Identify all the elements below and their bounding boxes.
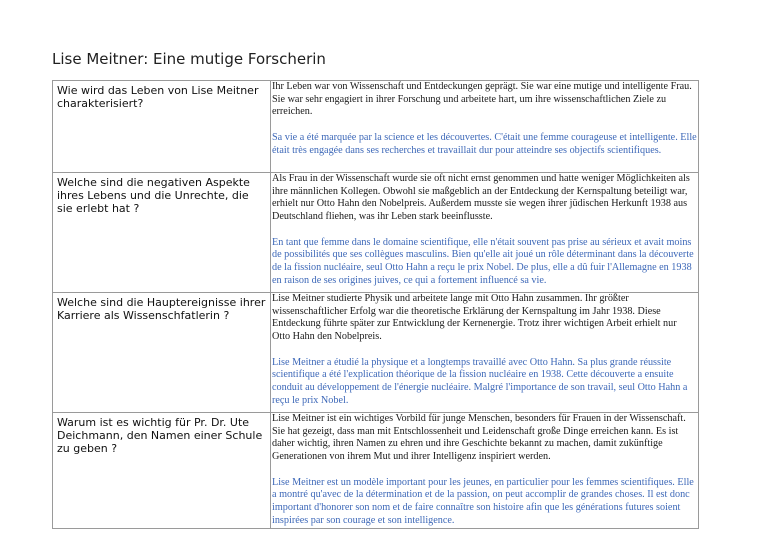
qa-table (52, 80, 699, 529)
answer-german: Als Frau in der Wissenschaft wurde sie oft nicht ernst genommen und hatte weniger Möglichkeiten als ihre männlichen Kollegen. Obwohl sie maßgeblich an der Entdeckung der Kernspaltung beteiligt war, erhielt nur Otto Hahn den Nobelpreis. Außerdem musste sie wegen ihrer jüdischen Herkunft 1938 aus Deutschland fliehen, was ihr Leben stark beeinflusste. (272, 173, 690, 223)
answer-german: Ihr Leben war von Wissenschaft und Entdeckungen geprägt. Sie war eine mutige und intelligente Frau. Sie war sehr engagiert in ihrer Forschung und arbeitete hart, um ihre wissenschaftlichen Ziele zu erreichen. (272, 81, 692, 118)
page-title: Lise Meitner: Eine mutige Forscherin (52, 50, 326, 68)
question-cell: Welche sind die Hauptereignisse ihrer Karriere als Wissenschfatlerin ? (53, 293, 271, 413)
answer-french: Lise Meitner est un modèle important pour les jeunes, en particulier pour les femmes scientifiques. Elle a montré qu'avec de la détermination et de la passion, on peut accomplir de grandes choses. Il est donc important d'honorer son nom et de faire connaître son histoire afin que les générations futures soient inspirées par son courage et son intelligence. (272, 476, 694, 526)
question-cell: Welche sind die negativen Aspekte ihres Lebens und die Unrechte, die sie erlebt hat ? (53, 173, 271, 293)
table-row (53, 293, 699, 413)
answer-cell (271, 293, 699, 413)
answer-french: Sa vie a été marquée par la science et les découvertes. C'était une femme courageuse et intelligente. Elle était très engagée dans ses recherches et travaillait dur pour atteindre ses objectifs scientifiques. (272, 131, 697, 156)
answer-cell (271, 81, 699, 173)
answer-german: Lise Meitner ist ein wichtiges Vorbild für junge Menschen, besonders für Frauen in der Wissenschaft. Sie hat gezeigt, dass man mit Entschlossenheit und Leidenschaft große Dinge erreichen kann. Es ist daher wichtig, ihren Namen zu ehren und ihre Geschichte bekannt zu machen, damit zukünftige Generationen von ihrem Mut und ihrer Intelligenz inspiriert werden. (272, 413, 686, 463)
answer-cell (271, 413, 699, 529)
answer-cell (271, 173, 699, 293)
question-cell: Wie wird das Leben von Lise Meitner charakterisiert? (53, 81, 271, 173)
answer-french: Lise Meitner a étudié la physique et a longtemps travaillé avec Otto Hahn. Sa plus grande réussite scientifique a été l'explication théorique de la fission nucléaire en 1938. Cette découverte a ensuite conduit au développement de l'énergie nucléaire. Malgré l'importance de son travail, seul Otto Hahn a reçu le prix Nobel. (272, 356, 688, 406)
table-row (53, 173, 699, 293)
answer-french: En tant que femme dans le domaine scientifique, elle n'était souvent pas prise au sérieux et avait moins de possibilités que ses collègues masculins. Bien qu'elle ait joué un rôle déterminant dans la découverte de la fission nucléaire, seul Otto Hahn a reçu le prix Nobel. De plus, elle a dû fuir l'Allemagne en 1938 en raison de ses origines juives, ce qui a fortement influencé sa vie. (272, 236, 694, 286)
answer-german: Lise Meitner studierte Physik und arbeitete lange mit Otto Hahn zusammen. Ihr größter wissenschaftlicher Erfolg war die theoretische Erklärung der Kernspaltung im Jahr 1938. Diese Entdeckung führte später zur Entwicklung der Kernenergie. Trotz ihrer wichtigen Arbeit erhielt nur Otto Hahn den Nobelpreis. (272, 293, 677, 343)
table-row (53, 413, 699, 529)
question-cell: Warum ist es wichtig für Pr. Dr. Ute Deichmann, den Namen einer Schule zu geben ? (53, 413, 271, 529)
table-row (53, 81, 699, 173)
